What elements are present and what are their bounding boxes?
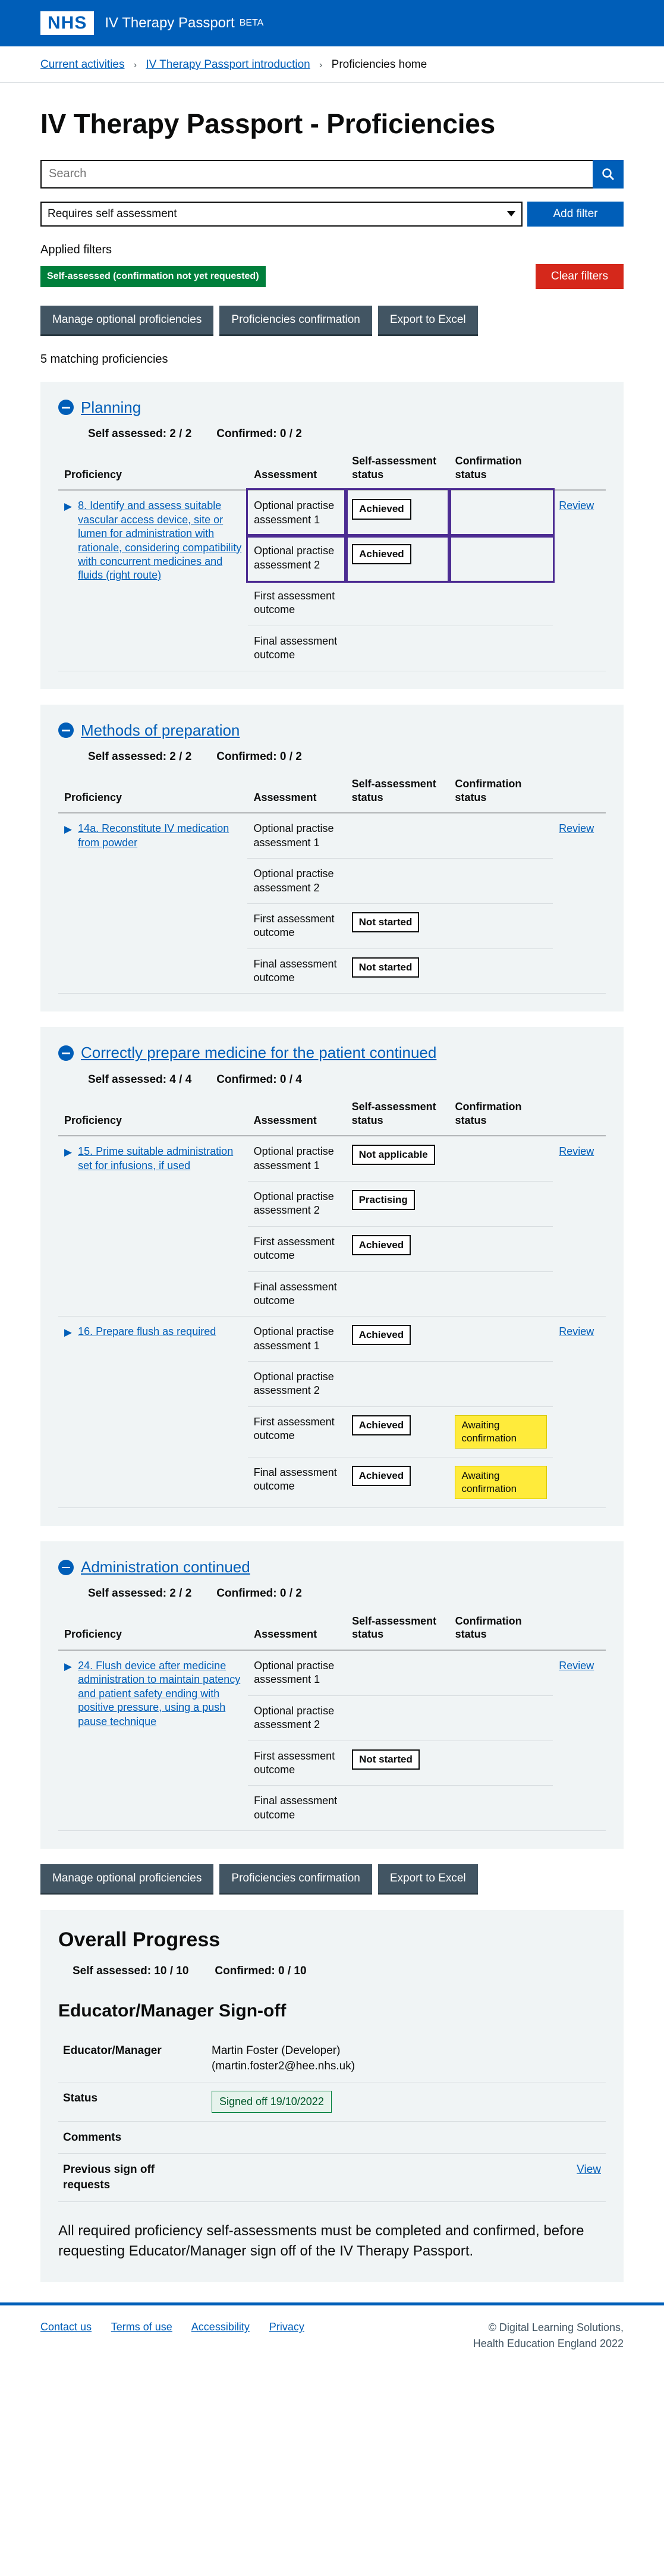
status-label: Status [58,2082,207,2121]
review-link[interactable]: Review [559,1325,594,1338]
educator-email: (martin.foster2@hee.nhs.uk) [212,2059,355,2072]
section-confirmed: Confirmed: 0 / 2 [216,750,302,763]
self-assessment-status [346,1695,449,1741]
confirmation-status [449,948,553,994]
confirmation-status [449,1457,553,1508]
assessment-name: First assessment outcome [248,581,346,626]
search-input[interactable] [40,160,593,189]
confirmation-status [449,1136,553,1181]
view-previous-signoff-link[interactable]: View [577,2163,601,2176]
search-bar [40,160,624,189]
assessment-name: Final assessment outcome [248,626,346,671]
overall-progress-card [40,1910,624,2282]
section-title[interactable]: Correctly prepare medicine for the patient continued [81,1044,437,1062]
section-header[interactable] [58,397,606,418]
export-to-excel-button-bottom[interactable]: Export to Excel [378,1864,478,1895]
review-link[interactable]: Review [559,500,594,512]
nhs-logo: NHS [40,11,94,35]
collapse-minus-icon[interactable] [58,1560,74,1575]
main-content [0,105,664,2283]
self-assessment-status [346,1181,449,1226]
assessment-name: Optional practise assessment 1 [248,1317,346,1362]
section-planning [40,382,624,689]
confirmation-status [449,1181,553,1226]
proficiency-table [58,777,606,994]
confirmation-status [449,1226,553,1271]
review-cell [553,813,606,994]
overall-progress-title: Overall Progress [58,1928,221,1952]
self-assessment-status [346,1786,449,1831]
filter-tag-self-assessed[interactable]: Self-assessed (confirmation not yet requested) [40,266,266,287]
copyright-line-1: © Digital Learning Solutions, [488,2321,624,2334]
header-assessment: Assessment [248,454,346,490]
review-link[interactable]: Review [559,1659,594,1672]
previous-signoff-view-cell [533,2154,606,2201]
status-badge: Not applicable [352,1145,435,1165]
header-conf-status: Confirmation status [449,454,553,490]
header-self-status: Self-assessment status [346,777,449,813]
status-badge: Not started [352,1749,420,1770]
proficiency-link[interactable]: 8. Identify and assess suitable vascular access device, site or lumen for administration with rationale, considering compatibility with concurrent medicines and fluids (right route) [78,500,242,582]
proficiency-cell [58,1650,248,1831]
expand-arrow-icon[interactable]: ▶ [64,1327,73,1339]
self-assessment-status [346,1457,449,1508]
review-link[interactable]: Review [559,822,594,835]
collapse-minus-icon[interactable] [58,722,74,738]
collapse-minus-icon[interactable] [58,400,74,415]
matching-count: 5 matching proficiencies [40,352,168,366]
manage-optional-proficiencies-button-bottom[interactable]: Manage optional proficiencies [40,1864,213,1895]
breadcrumb-item-introduction[interactable]: IV Therapy Passport introduction [146,58,310,71]
self-assessment-status [346,1317,449,1362]
table-row [58,1650,606,1695]
proficiency-link[interactable]: 15. Prime suitable administration set for infusions, if used [78,1145,234,1171]
educator-value [207,2035,533,2082]
filter-bar [40,202,624,227]
signoff-row-status [58,2082,606,2121]
status-badge: Achieved [352,1235,411,1255]
overall-self-assessed: Self assessed: 10 / 10 [73,1965,189,1977]
self-assessment-status [346,1362,449,1407]
signoff-row-educator [58,2035,606,2082]
header-assessment: Assessment [248,1614,346,1650]
section-stats [88,1586,606,1601]
self-assessment-status [346,626,449,671]
self-assessment-status [346,948,449,994]
section-self-assessed: Self assessed: 2 / 2 [88,1587,192,1600]
assessment-name: Optional practise assessment 2 [248,1181,346,1226]
expand-arrow-icon[interactable]: ▶ [64,824,73,835]
signoff-notice: All required proficiency self-assessments must be completed and confirmed, before requesting Educator/Manager sign off of the IV Therapy Passport. [58,2222,584,2260]
breadcrumb-separator-2: › [319,60,323,70]
proficiency-cell [58,813,247,994]
section-title[interactable]: Planning [81,398,141,416]
applied-filters-label: Applied filters [40,243,112,256]
header-assessment: Assessment [248,1100,346,1136]
export-to-excel-button-top[interactable]: Export to Excel [378,306,478,336]
assessment-name: First assessment outcome [248,1226,346,1271]
confirmation-status [449,1271,553,1317]
self-assessment-status [346,1271,449,1317]
header-assessment: Assessment [247,777,345,813]
footer-link-privacy[interactable]: Privacy [269,2321,304,2333]
search-button[interactable] [593,160,624,189]
awaiting-confirmation-badge: Awaiting confirmation [455,1415,547,1449]
action-buttons-top [40,306,624,336]
self-assessment-status [346,1650,449,1695]
assessment-name: Optional practise assessment 1 [248,490,346,535]
proficiencies-confirmation-button-top[interactable]: Proficiencies confirmation [219,306,372,336]
assessment-name: Final assessment outcome [248,1786,346,1831]
filter-select[interactable] [40,202,523,227]
header-self-status: Self-assessment status [346,454,449,490]
self-assessment-status [346,1406,449,1457]
review-cell [553,1136,606,1317]
section-self-assessed: Self assessed: 2 / 2 [88,427,192,440]
footer-link-accessibility[interactable]: Accessibility [191,2321,250,2333]
educator-name: Martin Foster (Developer) [212,2044,341,2057]
assessment-name: First assessment outcome [248,1406,346,1457]
chevron-down-icon [507,211,515,216]
site-header [0,0,664,46]
proficiency-cell [58,1136,248,1317]
table-row [58,1136,606,1181]
assessment-name: Optional practise assessment 2 [248,1362,346,1407]
self-assessment-status [346,1136,449,1181]
assessment-name: Final assessment outcome [248,1271,346,1317]
collapse-minus-icon[interactable] [58,1045,74,1061]
assessment-name: First assessment outcome [247,903,345,948]
overall-stats [73,1964,606,1979]
expand-arrow-icon[interactable]: ▶ [64,1146,73,1158]
section-correctly-prepare-medicine [40,1027,624,1526]
table-row [58,490,606,535]
confirmation-status [449,1786,553,1831]
confirmation-status [449,581,553,626]
section-title[interactable]: Methods of preparation [81,721,240,739]
status-badge: Not started [352,912,420,932]
comments-value [207,2121,533,2154]
review-link[interactable]: Review [559,1145,594,1158]
confirmation-status [449,626,553,671]
action-buttons-bottom [40,1864,624,1895]
header-conf-status: Confirmation status [449,1100,553,1136]
confirmation-status [449,1406,553,1457]
site-footer [0,2302,664,2376]
status-badge: Achieved [352,544,411,564]
beta-badge: BETA [239,18,264,29]
header-review [553,1614,606,1650]
table-header-row [58,454,606,490]
header-review [553,454,606,490]
section-header[interactable] [58,1557,606,1578]
self-assessment-status [346,581,449,626]
table-header-row [58,1100,606,1136]
footer-links [40,2320,321,2352]
signoff-row-comments [58,2121,606,2154]
add-filter-button[interactable]: Add filter [527,202,624,227]
confirmation-status [449,536,553,581]
clear-filters-button[interactable]: Clear filters [536,264,624,289]
section-header[interactable] [58,720,606,741]
assessment-name: Optional practise assessment 2 [248,1695,346,1741]
status-badge: Not started [352,957,420,978]
confirmation-status [449,859,553,904]
section-administration-continued [40,1541,624,1849]
self-assessment-status [346,1226,449,1271]
status-badge-signed-off: Signed off 19/10/2022 [212,2091,332,2112]
self-assessment-status [346,536,449,581]
assessment-name: Optional practise assessment 2 [247,859,345,904]
self-assessment-status [346,1741,449,1786]
educator-label: Educator/Manager [58,2035,207,2082]
signoff-title: Educator/Manager Sign-off [58,2000,287,2021]
header-review [553,1100,606,1136]
comments-spacer [533,2121,606,2154]
assessment-name: Final assessment outcome [247,948,345,994]
review-cell [553,490,606,671]
applied-filters-row [40,264,624,289]
expand-arrow-icon[interactable]: ▶ [64,501,73,513]
header-self-status: Self-assessment status [346,1100,449,1136]
previous-signoff-label: Previous sign off requests [58,2154,207,2201]
status-badge: Achieved [352,1325,411,1345]
status-badge: Achieved [352,1415,411,1435]
self-assessment-status [346,859,449,904]
header-review [553,777,606,813]
header-proficiency: Proficiency [58,1100,248,1136]
status-value-cell [207,2082,533,2121]
search-icon [601,167,615,181]
section-title[interactable]: Administration continued [81,1558,250,1576]
confirmation-status [449,1741,553,1786]
header-proficiency: Proficiency [58,777,247,813]
comments-label: Comments [58,2121,207,2154]
confirmation-status [449,1362,553,1407]
review-cell [553,1650,606,1831]
header-conf-status: Confirmation status [449,777,553,813]
header-conf-status: Confirmation status [449,1614,553,1650]
status-badge: Practising [352,1190,415,1210]
table-row [58,1317,606,1362]
proficiency-link[interactable]: 16. Prepare flush as required [78,1325,216,1338]
assessment-name: Optional practise assessment 2 [248,536,346,581]
self-assessment-status [346,903,449,948]
table-header-row [58,1614,606,1650]
table-row [58,813,606,858]
signoff-row-previous [58,2154,606,2201]
confirmation-status [449,1650,553,1695]
copyright-line-2: Health Education England 2022 [473,2338,624,2350]
header-proficiency: Proficiency [58,454,248,490]
proficiency-cell [58,1317,248,1508]
breadcrumb-item-current-activities[interactable]: Current activities [40,58,125,71]
proficiency-cell [58,490,248,671]
proficiency-link[interactable]: 24. Flush device after medicine administration to maintain patency and patient safety ending with positive pressure, using a push pause technique [78,1659,241,1727]
status-badge: Achieved [352,1466,411,1486]
filter-select-value: Requires self assessment [48,207,177,220]
expand-arrow-icon[interactable]: ▶ [64,1660,73,1672]
assessment-name: Final assessment outcome [248,1457,346,1508]
breadcrumb [0,46,664,83]
previous-signoff-value [207,2154,533,2201]
footer-link-terms-of-use[interactable]: Terms of use [111,2321,172,2333]
breadcrumb-item-current: Proficiencies home [331,58,427,71]
section-self-assessed: Self assessed: 2 / 2 [88,750,192,763]
confirmation-status [449,490,553,535]
section-confirmed: Confirmed: 0 / 2 [216,1587,302,1600]
status-spacer [533,2082,606,2121]
proficiency-table [58,1100,606,1508]
assessment-name: Optional practise assessment 1 [247,813,345,858]
section-stats [88,749,606,765]
self-assessment-status [346,490,449,535]
confirmation-status [449,1317,553,1362]
breadcrumb-separator-1: › [133,60,137,70]
footer-copyright [473,2320,624,2352]
section-stats [88,1072,606,1088]
proficiency-table [58,1614,606,1831]
review-cell [553,1317,606,1508]
assessment-name: First assessment outcome [248,1741,346,1786]
awaiting-confirmation-badge: Awaiting confirmation [455,1466,547,1499]
header-proficiency: Proficiency [58,1614,248,1650]
confirmation-status [449,903,553,948]
header-title: IV Therapy Passport [105,14,235,31]
assessment-name: Optional practise assessment 1 [248,1650,346,1695]
confirmation-status [449,813,553,858]
self-assessment-status [346,813,449,858]
confirmation-status [449,1695,553,1741]
assessment-name: Optional practise assessment 1 [248,1136,346,1181]
section-confirmed: Confirmed: 0 / 4 [216,1073,302,1086]
signoff-table [58,2035,606,2202]
manage-optional-proficiencies-button-top[interactable]: Manage optional proficiencies [40,306,213,336]
table-header-row [58,777,606,813]
educator-spacer [533,2035,606,2082]
section-self-assessed: Self assessed: 4 / 4 [88,1073,192,1086]
proficiencies-confirmation-button-bottom[interactable]: Proficiencies confirmation [219,1864,372,1895]
status-badge: Achieved [352,499,411,519]
header-self-status: Self-assessment status [346,1614,449,1650]
section-stats [88,426,606,442]
overall-confirmed: Confirmed: 0 / 10 [215,1965,307,1977]
proficiency-link[interactable]: 14a. Reconstitute IV medication from powder [78,822,229,849]
section-methods-of-preparation [40,705,624,1012]
section-header[interactable] [58,1042,606,1063]
section-confirmed: Confirmed: 0 / 2 [216,427,302,440]
footer-link-contact-us[interactable]: Contact us [40,2321,92,2333]
page-title: IV Therapy Passport - Proficiencies [40,108,496,139]
proficiency-table [58,454,606,671]
